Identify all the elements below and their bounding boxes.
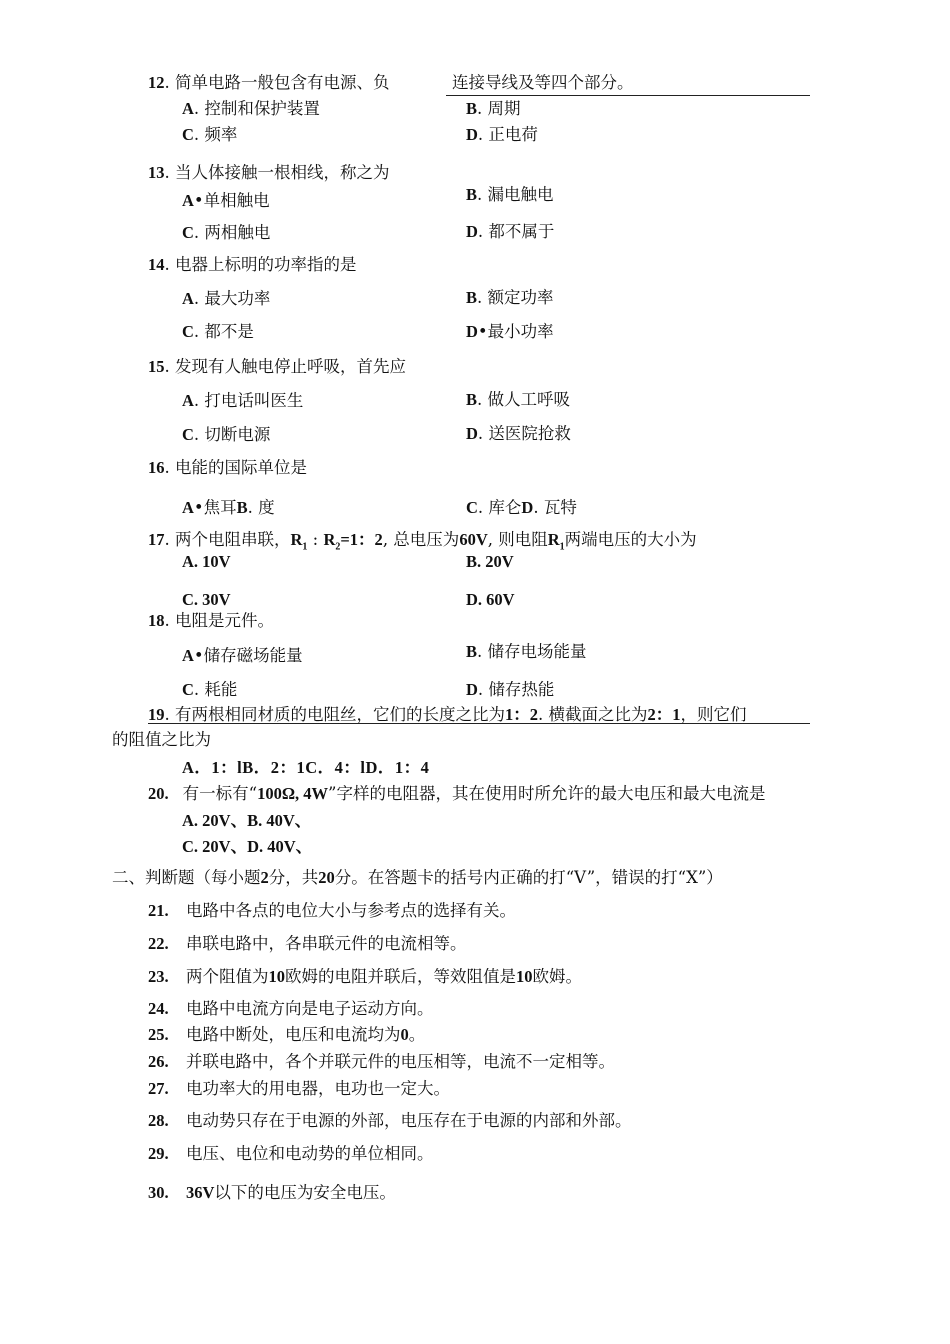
q12-option-d: D. 正电荷 bbox=[466, 125, 538, 144]
item-21: 21. 电路中各点的电位大小与参考点的选择有关。 bbox=[148, 901, 516, 920]
q17-option-c: C. 30V bbox=[182, 590, 231, 609]
q16-stem: 16. 电能的国际单位是 bbox=[148, 458, 307, 477]
q12-option-b: B. 周期 bbox=[466, 99, 521, 118]
q17-stem: 17. 两个电阻串联，$R_1$ : $R_2=1$：2, 总电压为60V, 则电阻$R_1$两端电压的大小为 bbox=[148, 530, 697, 553]
q14-stem: 14. 电器上标明的功率指的是 bbox=[148, 255, 357, 274]
q12-stem-cont: 连接导线及等四个部分。 bbox=[452, 73, 634, 92]
q20-options-2: C. 20V、D. 40V、 bbox=[182, 837, 313, 856]
q12-option-c: C. 频率 bbox=[182, 125, 238, 144]
q12-option-a: A. 控制和保护装置 bbox=[182, 99, 320, 118]
q14-option-a: A. 最大功率 bbox=[182, 289, 271, 308]
item-22: 22. 串联电路中，各串联元件的电流相等。 bbox=[148, 934, 467, 953]
q13-option-c: C. 两相触电 bbox=[182, 223, 271, 242]
q13-stem: 13. 当人体接触一根相线，称之为 bbox=[148, 163, 390, 182]
q15-option-a: A. 打电话叫医生 bbox=[182, 391, 304, 410]
item-29: 29. 电压、电位和电动势的单位相同。 bbox=[148, 1144, 434, 1163]
blank-underline bbox=[446, 95, 810, 96]
q17-option-b: B. 20V bbox=[466, 552, 514, 571]
q15-option-c: C. 切断电源 bbox=[182, 425, 271, 444]
section2-title: 二、判断题（每小题2分，共20分。在答题卡的括号内正确的打“V”，错误的打“X”） bbox=[112, 868, 723, 887]
q13-option-a: A•单相触电 bbox=[182, 191, 270, 210]
q16-options-cd: C. 库仑D. 瓦特 bbox=[466, 498, 577, 517]
item-28: 28. 电动势只存在于电源的外部，电压存在于电源的内部和外部。 bbox=[148, 1111, 632, 1130]
q14-option-b: B. 额定功率 bbox=[466, 288, 554, 307]
q13-option-d: D. 都不属于 bbox=[466, 222, 555, 241]
q18-option-d: D. 储存热能 bbox=[466, 680, 555, 699]
q17-option-a: A. 10V bbox=[182, 552, 231, 571]
item-26: 26. 并联电路中，各个并联元件的电压相等，电流不一定相等。 bbox=[148, 1052, 615, 1071]
q16-options-ab: A•焦耳B. 度 bbox=[182, 498, 275, 517]
q15-option-b: B. 做人工呼吸 bbox=[466, 390, 571, 409]
q12-stem: 12. 简单电路一般包含有电源、负 bbox=[148, 73, 390, 92]
q14-option-c: C. 都不是 bbox=[182, 322, 254, 341]
item-23: 23. 两个阻值为10欧姆的电阻并联后，等效阻值是10欧姆。 bbox=[148, 967, 582, 986]
q20-stem: 20. 有一标有“100Ω, 4W”字样的电阻器，其在使用时所允许的最大电压和最大电流是 bbox=[148, 784, 766, 803]
item-25: 25. 电路中断处，电压和电流均为0。 bbox=[148, 1025, 426, 1044]
item-30: 30. 36V以下的电压为安全电压。 bbox=[148, 1183, 396, 1202]
q18-option-c: C. 耗能 bbox=[182, 680, 238, 699]
q18-option-b: B. 储存电场能量 bbox=[466, 642, 587, 661]
q19-stem: 19. 有两根相同材质的电阻丝，它们的长度之比为1：2. 横截面之比为2：1，则它们 bbox=[148, 705, 747, 724]
q17-option-d: D. 60V bbox=[466, 590, 515, 609]
q15-stem: 15. 发现有人触电停止呼吸，首先应 bbox=[148, 357, 406, 376]
item-24: 24. 电路中电流方向是电子运动方向。 bbox=[148, 999, 434, 1018]
q13-option-b: B. 漏电触电 bbox=[466, 185, 554, 204]
q18-stem: 18. 电阻是元件。 bbox=[148, 611, 274, 630]
item-27: 27. 电功率大的用电器，电功也一定大。 bbox=[148, 1079, 450, 1098]
q19-options: A．1：lB．2：1C．4：lD．1：4 bbox=[182, 758, 430, 777]
q18-option-a: A•储存磁场能量 bbox=[182, 646, 303, 665]
q20-options-1: A. 20V、B. 40V、 bbox=[182, 811, 312, 830]
q19-stem-cont: 的阻值之比为 bbox=[112, 730, 211, 749]
underline bbox=[148, 723, 810, 724]
q15-option-d: D. 送医院抢救 bbox=[466, 424, 571, 443]
q14-option-d: D•最小功率 bbox=[466, 322, 554, 341]
